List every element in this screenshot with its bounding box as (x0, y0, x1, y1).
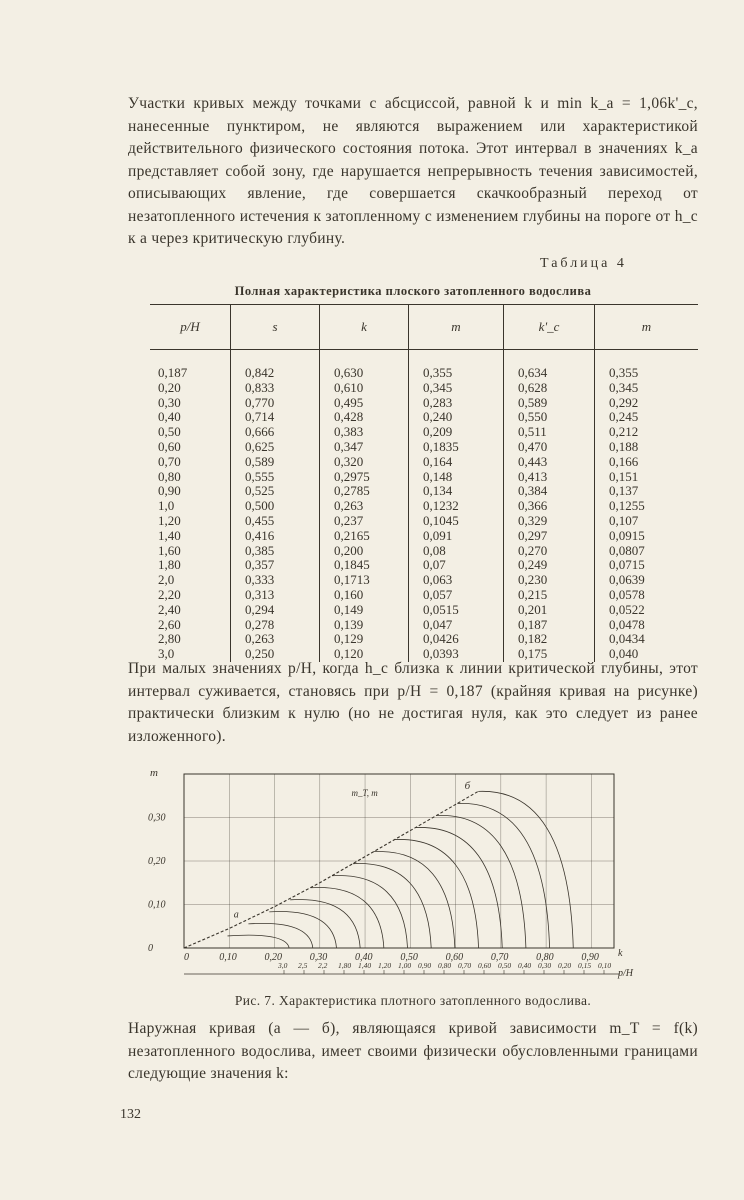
table-cell: 2,40 (158, 601, 181, 617)
table-cell: 0,329 (504, 514, 595, 529)
secondary-axis-label: p/H (618, 968, 633, 979)
table-cell: 0,428 (320, 410, 409, 425)
table-cell: 0,1255 (595, 499, 699, 514)
table-row (150, 499, 698, 514)
table-cell: 0,1045 (409, 514, 504, 529)
table-cell: 0,0478 (595, 618, 699, 633)
table-cell: 0,384 (504, 484, 595, 499)
table-header-row (150, 305, 698, 350)
table-cell: 0,30 (158, 394, 181, 410)
data-table (150, 304, 698, 662)
table-cell: 0,470 (504, 440, 595, 455)
table-cell: 0,625 (231, 440, 320, 455)
table-cell: 0,0434 (595, 632, 699, 647)
table-cell: 0,0639 (595, 573, 699, 588)
chart-svg (140, 762, 633, 990)
table-cell: 0,270 (504, 544, 595, 559)
x-tick-label: 0 (184, 952, 189, 963)
table-cell: 0,413 (504, 470, 595, 485)
table-cell: 0,283 (409, 396, 504, 411)
x-tick-label: 0,80 (536, 952, 554, 963)
table-cell: 0,201 (504, 603, 595, 618)
table-cell: 0,187 (158, 365, 188, 380)
table-cell: 0,455 (231, 514, 320, 529)
x-axis-label: k (618, 948, 623, 959)
annotation-label: а (233, 909, 239, 921)
x-tick-label: 0,60 (445, 952, 464, 963)
x-tick-label: 0,50 (400, 952, 418, 963)
table-cell: 0,0715 (595, 558, 699, 573)
table-cell: 0,0426 (409, 632, 504, 647)
curve-family-arc (457, 803, 549, 948)
table-cell: 0,345 (409, 381, 504, 396)
table-cell: 0,2165 (320, 529, 409, 544)
table-cell: 2,0 (158, 572, 175, 588)
table-cell: 2,60 (158, 616, 181, 632)
table-row (150, 529, 698, 544)
curve-family-arc (311, 888, 384, 948)
table-row (150, 366, 698, 381)
table-cell: 0,292 (595, 396, 699, 411)
table-row (150, 484, 698, 499)
table-cell: 0,245 (595, 410, 699, 425)
table-cell: 0,0915 (595, 529, 699, 544)
secondary-tick-label: 1,00 (398, 961, 412, 970)
table-cell: 0,2975 (320, 470, 409, 485)
table-cell: 0,149 (320, 603, 409, 618)
table-cell: 0,1845 (320, 558, 409, 573)
table-cell: 0,237 (320, 514, 409, 529)
y-tick-label: 0,10 (148, 899, 166, 911)
secondary-tick-label: 2,2 (318, 961, 328, 970)
table-cell: 0,589 (231, 455, 320, 470)
secondary-tick-label: 0,50 (498, 961, 512, 970)
table-cell: 0,313 (231, 588, 320, 603)
secondary-tick-label: 0,80 (438, 961, 452, 970)
x-tick-label: 0,90 (581, 952, 599, 963)
table-row (150, 632, 698, 647)
table-header-cell: k'_c (504, 305, 595, 350)
table-cell: 0,107 (595, 514, 699, 529)
curve-family-arc (374, 851, 455, 948)
curve-family-arc (416, 827, 503, 948)
table-cell: 0,240 (409, 410, 504, 425)
table-cell: 0,20 (158, 379, 181, 395)
table-title: Полная характеристика плоского затопленного водослива (234, 284, 592, 298)
table-cell: 0,07 (409, 558, 504, 573)
table-row (150, 470, 698, 485)
curve-family-arc (436, 815, 525, 948)
secondary-tick-label: 0,30 (538, 961, 552, 970)
annotation-label: б (464, 780, 471, 793)
secondary-tick-label: 0,60 (478, 961, 492, 970)
table-cell: 0,175 (504, 647, 595, 662)
paragraph-3: Наружная кривая (а — б), являющаяся кривой зависимости m_T = f(k) незатопленного водослива, имеет своими физически обусловленными границами следующие значения k: (128, 1020, 698, 1082)
secondary-tick-label: 0,15 (578, 961, 592, 970)
table-cell: 0,08 (409, 544, 504, 559)
table-cell: 0,628 (504, 381, 595, 396)
table-cell: 0,630 (320, 366, 409, 381)
table-cell: 0,355 (595, 366, 699, 381)
table-cell: 0,297 (504, 529, 595, 544)
table-cell: 0,555 (231, 470, 320, 485)
table-cell: 0,416 (231, 529, 320, 544)
table-cell: 0,200 (320, 544, 409, 559)
table-cell: 0,215 (504, 588, 595, 603)
table-cell: 0,40 (158, 409, 181, 425)
curve-family-arc (478, 791, 573, 948)
table-row (150, 558, 698, 573)
table-cell: 0,320 (320, 455, 409, 470)
table-cell: 0,355 (409, 366, 504, 381)
secondary-tick-label: 1,80 (338, 961, 352, 970)
table-cell: 0,047 (409, 618, 504, 633)
table-cell: 0,0807 (595, 544, 699, 559)
table-row (150, 514, 698, 529)
table-cell: 0,511 (504, 425, 595, 440)
secondary-tick-label: 0,10 (598, 961, 612, 970)
table-cell: 0,134 (409, 484, 504, 499)
table-cell: 1,0 (158, 498, 175, 514)
table-cell: 0,063 (409, 573, 504, 588)
table-cell: 0,1713 (320, 573, 409, 588)
table-cell: 0,525 (231, 484, 320, 499)
page-number: 132 (120, 1107, 141, 1122)
table-cell: 0,770 (231, 396, 320, 411)
table-header-cell: k (320, 305, 409, 350)
paragraph-2: При малых значениях p/H, когда h_c близка к линии критической глубины, этот интервал суживается, становясь при p/H = 0,187 (крайняя кривая на рисунке) практически близким к нулю (но не достигая нуля, как это следует из ранее изложенного). (128, 660, 698, 745)
table-cell: 0,278 (231, 618, 320, 633)
table-cell: 1,80 (158, 557, 181, 573)
table-cell: 0,833 (231, 381, 320, 396)
table-header-cell: m (409, 305, 504, 350)
table-cell: 0,0522 (595, 603, 699, 618)
table-cell: 3,0 (158, 646, 175, 662)
table-cell: 0,249 (504, 558, 595, 573)
secondary-tick-label: 1,40 (358, 961, 372, 970)
table-cell: 0,714 (231, 410, 320, 425)
table-cell: 1,60 (158, 542, 181, 558)
table-cell: 0,70 (158, 453, 181, 469)
x-tick-label: 0,30 (309, 952, 328, 963)
table-cell: 0,294 (231, 603, 320, 618)
table-cell: 0,495 (320, 396, 409, 411)
table-row (150, 603, 698, 618)
table-row (150, 410, 698, 425)
secondary-tick-label: 0,70 (458, 961, 472, 970)
table-cell: 0,263 (320, 499, 409, 514)
table-cell: 0,263 (231, 632, 320, 647)
table-cell: 0,347 (320, 440, 409, 455)
table-cell: 0,212 (595, 425, 699, 440)
x-tick-label: 0,70 (490, 952, 509, 963)
secondary-tick-label: 3,0 (278, 961, 288, 970)
table-cell: 0,137 (595, 484, 699, 499)
table-row (150, 588, 698, 603)
table-cell: 0,50 (158, 424, 181, 440)
table-cell: 0,383 (320, 425, 409, 440)
table-cell: 0,333 (231, 573, 320, 588)
table-cell: 0,589 (504, 396, 595, 411)
table-cell: 0,550 (504, 410, 595, 425)
table-row (150, 396, 698, 411)
secondary-tick-label: 0,90 (418, 961, 432, 970)
curve-family-arc (353, 864, 431, 948)
table-cell: 0,091 (409, 529, 504, 544)
y-tick-label: 0,20 (148, 856, 166, 867)
y-axis-label: m (150, 767, 158, 779)
table-cell: 0,040 (595, 647, 699, 662)
curve-family-arc (269, 911, 336, 948)
table-cell: 0,634 (504, 366, 595, 381)
table-cell: 0,182 (504, 632, 595, 647)
y-tick-label: 0 (148, 943, 153, 954)
annotation-label: m_T, m (351, 787, 378, 798)
table-cell: 2,80 (158, 631, 181, 647)
table-cell: 0,357 (231, 558, 320, 573)
table-cell: 0,385 (231, 544, 320, 559)
table-cell: 0,666 (231, 425, 320, 440)
table-cell: 0,610 (320, 381, 409, 396)
table-row (150, 425, 698, 440)
table-cell: 0,151 (595, 470, 699, 485)
table-cell: 0,2785 (320, 484, 409, 499)
table-cell: 0,164 (409, 455, 504, 470)
table-row (150, 618, 698, 633)
table-cell: 2,20 (158, 586, 181, 602)
secondary-tick-label: 1,20 (378, 961, 392, 970)
figure-caption: Рис. 7. Характеристика плотного затопленного водослива. (234, 993, 592, 1008)
table-cell: 0,188 (595, 440, 699, 455)
table-row (150, 381, 698, 396)
table-cell: 0,209 (409, 425, 504, 440)
y-tick-label: 0,30 (148, 812, 166, 824)
table-cell: 0,139 (320, 618, 409, 633)
table-cell: 0,129 (320, 632, 409, 647)
table-row (150, 573, 698, 588)
table-cell: 0,80 (158, 468, 181, 484)
table-cell: 0,057 (409, 588, 504, 603)
x-tick-label: 0,10 (219, 952, 237, 963)
curve-family-arc (228, 935, 290, 948)
table-row (150, 455, 698, 470)
secondary-tick-label: 0,40 (518, 961, 532, 970)
table-row (150, 544, 698, 559)
table-cell: 0,0393 (409, 647, 504, 662)
table-cell: 0,842 (231, 366, 320, 381)
table-cell: 0,90 (158, 483, 181, 499)
x-tick-label: 0,40 (355, 952, 373, 963)
table-cell: 0,160 (320, 588, 409, 603)
table-row (150, 440, 698, 455)
figure-chart (140, 762, 633, 995)
secondary-tick-label: 2,5 (298, 961, 308, 970)
table-cell: 0,0515 (409, 603, 504, 618)
table-cell: 0,230 (504, 573, 595, 588)
table-cell: 0,250 (231, 647, 320, 662)
table-cell: 0,443 (504, 455, 595, 470)
table-cell: 1,20 (158, 512, 181, 528)
table-cell: 0,1835 (409, 440, 504, 455)
paragraph-1: Участки кривых между точками с абсциссой, равной k и min k_a = 1,06k'_c, нанесенные пунктиром, не являются выражением или характеристикой действительного физического состояния потока. Этот интервал в значениях k_a представляет собой зону, где нарушается непрерывность течения зависимостей, описывающих явление, где совершается скачкообразный переход от незатопленного истечения к затопленному с изменением глубины на пороге от h_c к a через критическую глубину. (128, 95, 698, 247)
table-cell: 0,500 (231, 499, 320, 514)
table-cell: 0,166 (595, 455, 699, 470)
table-cell: 0,1232 (409, 499, 504, 514)
table-header-cell: s (231, 305, 320, 350)
secondary-tick-label: 0,20 (558, 961, 572, 970)
table-cell: 0,60 (158, 438, 181, 454)
table-cell: 0,345 (595, 381, 699, 396)
table-cell: 0,148 (409, 470, 504, 485)
table-header-cell: p/H (150, 305, 231, 350)
table-label: Таблица 4 (540, 256, 627, 271)
table-body (150, 350, 698, 662)
table-cell: 0,187 (504, 618, 595, 633)
table-header-cell: m (595, 305, 699, 350)
table-cell: 0,0578 (595, 588, 699, 603)
table-cell: 1,40 (158, 527, 181, 543)
x-tick-label: 0,20 (264, 952, 283, 963)
table-cell: 0,366 (504, 499, 595, 514)
outer-curve-dashed (184, 791, 478, 948)
table-cell: 0,120 (320, 647, 409, 662)
